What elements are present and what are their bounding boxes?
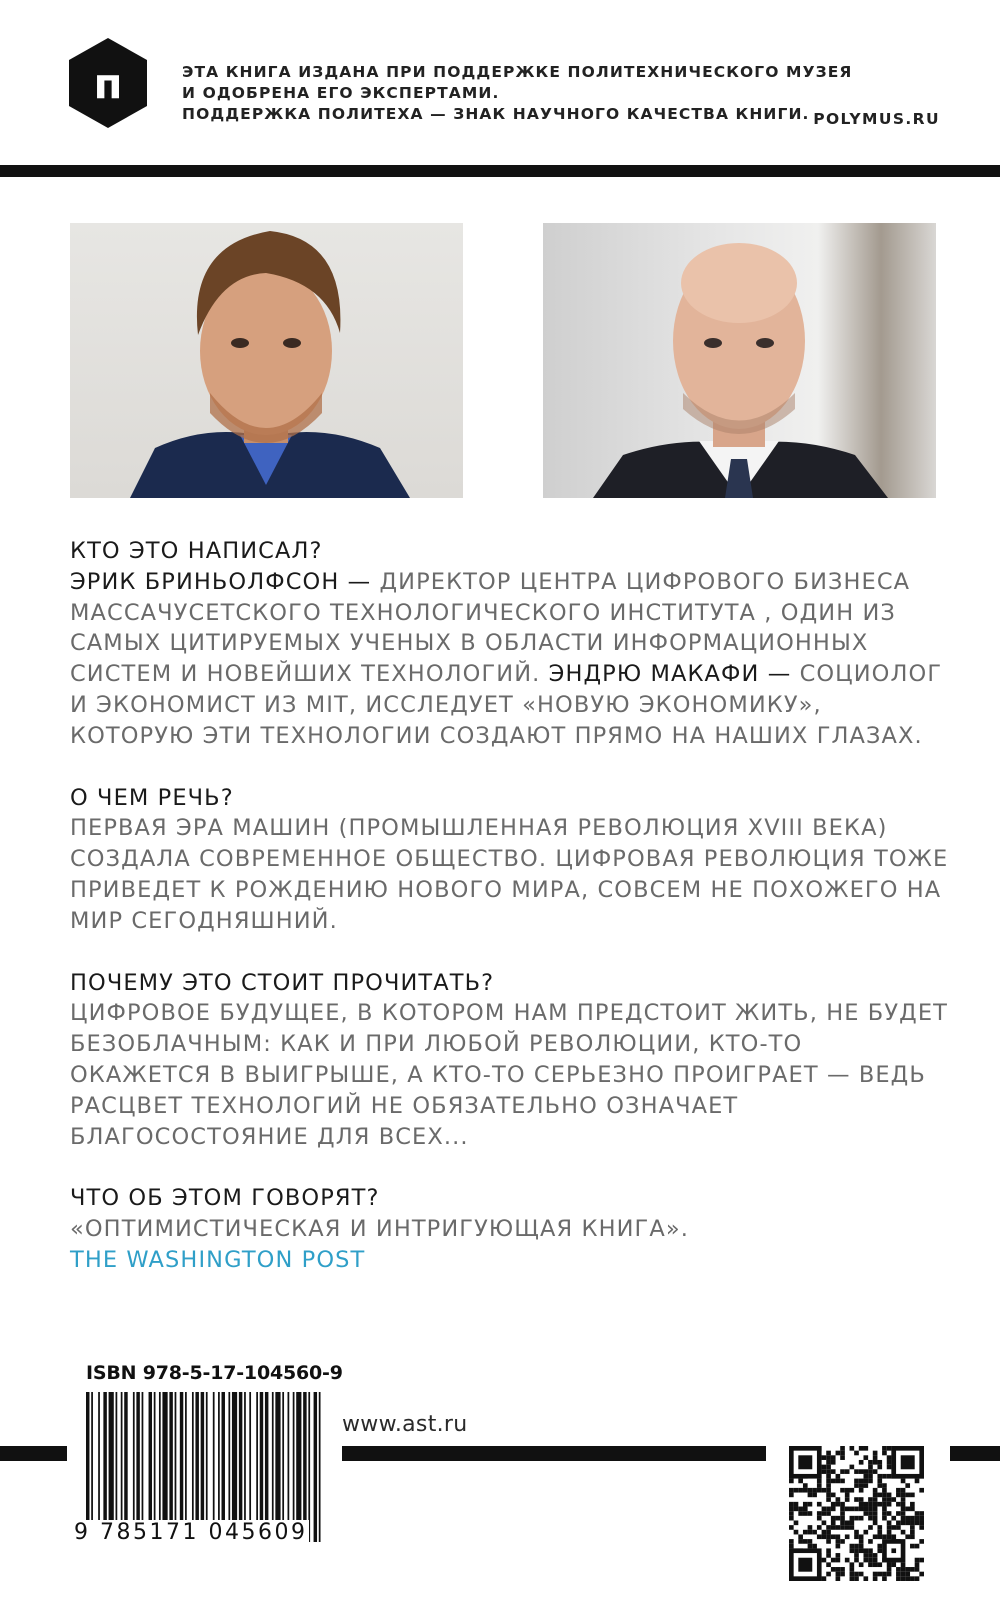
museum-support-note — [182, 62, 852, 125]
author-name: ЭРИК БРИНЬОЛФСОН — — [70, 568, 372, 595]
bottom-divider — [0, 1446, 67, 1461]
section-body: ЦИФРОВОЕ БУДУЩЕЕ, В КОТОРОМ НАМ ПРЕДСТОИТ ЖИТЬ, НЕ БУДЕТ БЕЗОБЛАЧНЫМ: КАК И ПРИ ЛЮБОЙ РЕВОЛЮЦИИ, КТО-ТО ОКАЖЕТСЯ В ВЫИГРЫШЕ, А КТО-ТО СЕРЬЕЗНО ПРОИГРАЕТ — ВЕДЬ РАСЦВЕТ ТЕХНОЛОГИЙ НЕ ОБЯЗАТЕЛЬНО ОЗНАЧАЕТ БЛАГОСОСТОЯНИЕ ДЛЯ ВСЕХ... — [70, 1000, 948, 1150]
polytech-museum-logo — [69, 38, 147, 128]
qr-code — [789, 1446, 924, 1581]
support-line: ПОДДЕРЖКА ПОЛИТЕХА — ЗНАК НАУЧНОГО КАЧЕСТВА КНИГИ. — [182, 105, 810, 123]
author-name: ЭНДРЮ МАКАФИ — — [548, 661, 792, 688]
polymus-link[interactable]: POLYMUS.RU — [813, 110, 940, 128]
section-about — [70, 783, 950, 937]
section-heading: О ЧЕМ РЕЧЬ? — [70, 784, 234, 811]
section-who-wrote — [70, 536, 950, 752]
top-divider — [0, 165, 1000, 177]
svg-text:п: п — [93, 59, 123, 108]
section-body — [70, 567, 950, 752]
section-body: ПЕРВАЯ ЭРА МАШИН (ПРОМЫШЛЕННАЯ РЕВОЛЮЦИЯ XVIII ВЕКА) СОЗДАЛА СОВРЕМЕННОЕ ОБЩЕСТВО. ЦИФРОВАЯ РЕВОЛЮЦИЯ ТОЖЕ ПРИВЕДЕТ К РОЖДЕНИЮ НОВОГО МИРА, СОВСЕМ НЕ ПОХОЖЕГО НА МИР СЕГОДНЯШНИЙ. — [70, 815, 949, 934]
isbn-label: ISBN 978-5-17-104560-9 — [86, 1362, 343, 1384]
author-photo-mcafee — [543, 223, 936, 498]
author-bio: ДИРЕКТОР ЦЕНТРА ЦИФРОВОГО БИЗНЕСА МАССАЧУСЕТСКОГО ТЕХНОЛОГИЧЕСКОГО ИНСТИТУТА , ОДИН ИЗ САМЫХ ЦИТИРУЕМЫХ УЧЕНЫХ В ОБЛАСТИ ИНФОРМАЦИОННЫХ СИСТЕМ И НОВЕЙШИХ ТЕХНОЛОГИЙ. — [70, 568, 911, 688]
barcode-digits: 9 785171 045609 — [74, 1520, 308, 1545]
section-heading: КТО ЭТО НАПИСАЛ? — [70, 538, 323, 564]
publisher-website-link[interactable]: www.ast.ru — [342, 1412, 468, 1437]
bottom-divider — [950, 1446, 1000, 1461]
author-photo-brynjolfsson — [70, 223, 463, 498]
section-heading: ЧТО ОБ ЭТОМ ГОВОРЯТ? — [70, 1185, 380, 1212]
support-line: И ОДОБРЕНА ЕГО ЭКСПЕРТАМИ. — [182, 84, 500, 102]
section-why-read — [70, 968, 950, 1153]
author-bio: СОЦИОЛОГ И ЭКОНОМИСТ ИЗ MIT, ИССЛЕДУЕТ «НОВУЮ ЭКОНОМИКУ», КОТОРУЮ ЭТИ ТЕХНОЛОГИИ СОЗДАЮТ ПРЯМО НА НАШИХ ГЛАЗАХ. — [70, 661, 943, 749]
bottom-divider — [342, 1446, 766, 1461]
section-reviews — [70, 1183, 950, 1275]
section-heading: ПОЧЕМУ ЭТО СТОИТ ПРОЧИТАТЬ? — [70, 969, 495, 996]
review-quote: «ОПТИМИСТИЧЕСКАЯ И ИНТРИГУЮЩАЯ КНИГА». — [70, 1216, 689, 1243]
review-source: THE WASHINGTON POST — [70, 1246, 366, 1273]
book-description — [70, 536, 950, 1307]
support-line: ЭТА КНИГА ИЗДАНА ПРИ ПОДДЕРЖКЕ ПОЛИТЕХНИЧЕСКОГО МУЗЕЯ — [182, 63, 853, 81]
